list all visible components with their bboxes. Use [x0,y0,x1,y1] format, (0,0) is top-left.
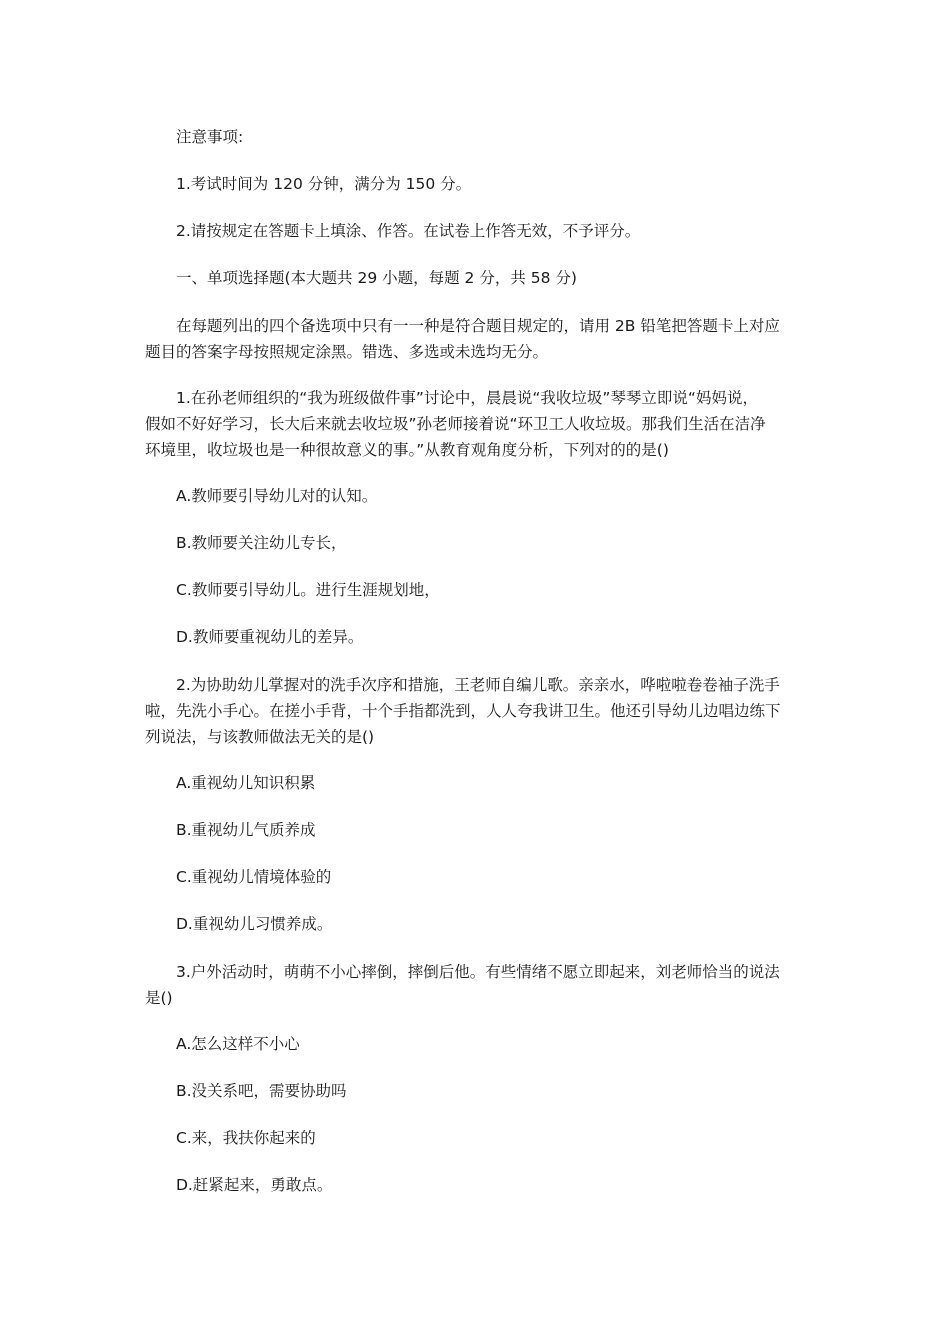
notice-title: 注意事项: [176,128,244,146]
question-3-option-c: C.来，我扶你起来的 [176,1129,316,1147]
question-2-option-b: B.重视幼儿气质养成 [176,821,316,839]
question-1-option-c: C.教师要引导幼儿。进行生涯规划地， [176,581,440,599]
question-1-stem-line: 1.在孙老师组织的“我为班级做件事”讨论中，晨晨说“我收垃圾”琴琴立即说“妈妈说， [176,389,758,407]
question-1-stem-line: 环境里，收垃圾也是一种很故意义的事。”从教育观角度分析，下列对的的是() [145,441,669,459]
notice-item: 1.考试时间为 120 分钟，满分为 150 分。 [176,175,472,193]
question-2-option-c: C.重视幼儿情境体验的 [176,868,332,886]
question-2-stem-line: 2.为协助幼儿掌握对的洗手次序和措施，王老师自编儿歌。亲亲水，哗啦啦卷卷袖子洗手 [176,676,780,694]
question-3-option-d: D.赶紧起来，勇敢点。 [176,1176,333,1194]
notice-item: 2.请按规定在答题卡上填涂、作答。在试卷上作答无效，不予评分。 [176,222,641,240]
question-1-stem-line: 假如不好好学习，长大后来就去收垃圾”孙老师接着说“环卫工人收垃圾。那我们生活在洁净 [145,415,766,433]
question-3-stem-line: 是() [145,989,173,1007]
question-1-option-a: A.教师要引导幼儿对的认知。 [176,487,378,505]
question-1-option-d: D.教师要重视幼儿的差异。 [176,628,364,646]
question-3-option-a: A.怎么这样不小心 [176,1035,300,1053]
question-3-option-b: B.没关系吧，需要协助吗 [176,1082,347,1100]
question-2-stem-line: 啦，先洗小手心。在搓小手背，十个手指都洗到，人人夸我讲卫生。他还引导幼儿边唱边练下 [145,702,781,720]
question-2-stem-line: 列说法，与该教师做法无关的是() [145,728,375,746]
question-3-stem-line: 3.户外活动时，萌萌不小心摔倒，摔倒后他。有些情绪不愿立即起来，刘老师恰当的说法 [176,963,780,981]
question-2-option-a: A.重视幼儿知识积累 [176,774,316,792]
question-1-option-b: B.教师要关注幼儿专长， [176,534,347,552]
question-2-option-d: D.重视幼儿习惯养成。 [176,915,333,933]
instruction-line: 在每题列出的四个备选项中只有一一种是符合题目规定的，请用 2B 铅笔把答题卡上对应 [176,317,780,335]
section-heading: 一、单项选择题(本大题共 29 小题，每题 2 分，共 58 分) [176,269,577,287]
instruction-line: 题目的答案字母按照规定涂黑。错选、多选或未选均无分。 [145,343,549,361]
